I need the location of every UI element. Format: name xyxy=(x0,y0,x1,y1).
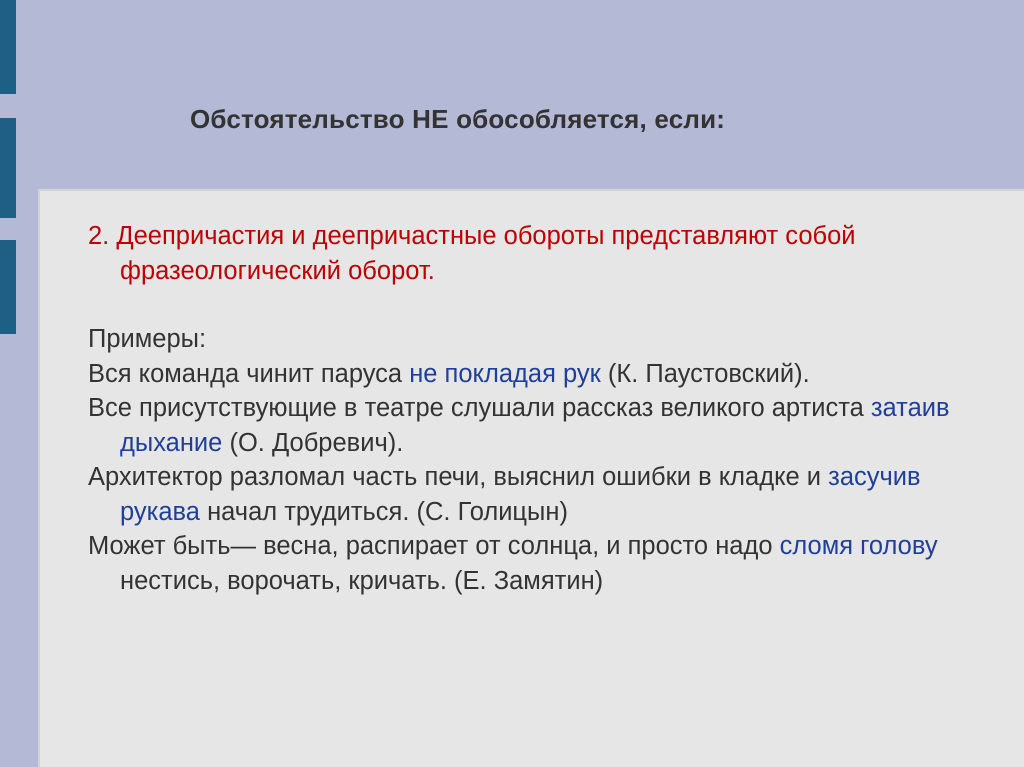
example-text: Вся команда чинит паруса xyxy=(88,359,410,388)
rule-text: 2. Деепричастия и деепричастные обороты представляют собой фразеологический оборот. xyxy=(88,222,856,285)
examples-label: Примеры: xyxy=(88,325,207,353)
example-item xyxy=(88,357,968,392)
slide-title: Обстоятельство НЕ обособляется, если: xyxy=(190,104,726,134)
spacer xyxy=(88,288,968,322)
example-item xyxy=(88,391,968,460)
example-source: (О. Добревич). xyxy=(222,428,404,457)
example-item xyxy=(88,460,968,529)
example-source: нестись, ворочать, кричать. (Е. Замятин) xyxy=(120,566,604,595)
example-idiom: не покладая рук xyxy=(409,359,601,388)
accent-bar xyxy=(0,118,16,218)
example-idiom: сломя голову xyxy=(779,532,938,560)
accent-bar xyxy=(0,240,16,334)
content-panel xyxy=(38,189,1024,767)
example-text: Может быть— весна, распирает от солнца, и просто надо xyxy=(88,532,780,560)
example-text: Все присутствующие в театре слушали рассказ великого артиста xyxy=(88,394,871,422)
example-item xyxy=(88,529,968,598)
example-idiom: засучив рукава xyxy=(120,463,921,526)
example-idiom: затаив дыхание xyxy=(120,394,950,457)
example-source: (К. Паустовский). xyxy=(600,359,810,388)
content-text xyxy=(88,219,968,598)
accent-bar xyxy=(0,0,16,94)
example-source: начал трудиться. (С. Голицын) xyxy=(200,497,568,526)
example-text: Архитектор разломал часть печи, выяснил ошибки в кладке и xyxy=(88,463,829,491)
